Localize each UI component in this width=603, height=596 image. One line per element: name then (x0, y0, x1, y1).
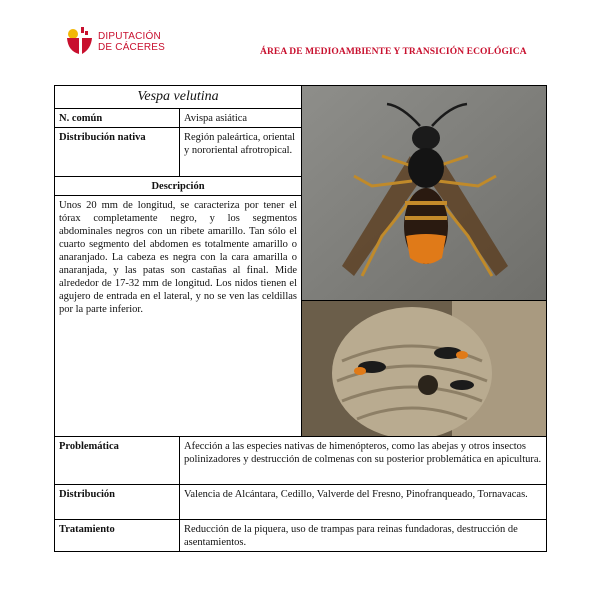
description-label: Descripción (54, 176, 302, 196)
problem-value: Afección a las especies nativas de himenópteros, como las abejas y otros insectos polinizadores y destrucción de colmenas con su posterior problemática en apicultura. (179, 436, 547, 485)
distribution-value: Valencia de Alcántara, Cedillo, Valverde del Fresno, Pinofranqueado, Tornavacas. (179, 484, 547, 520)
diputacion-emblem-icon (64, 24, 96, 56)
logo-line1: DIPUTACIÓN (98, 31, 161, 42)
problem-label: Problemática (54, 436, 180, 485)
common-name-value: Avispa asiática (179, 108, 302, 128)
common-name-label: N. común (54, 108, 180, 128)
species-sheet (54, 85, 547, 552)
treatment-value: Reducción de la piquera, uso de trampas para reinas fundadoras, destrucción de asentamientos. (179, 519, 547, 552)
species-name: Vespa velutina (54, 85, 302, 109)
diputacion-logo (64, 24, 184, 58)
description-text: Unos 20 mm de longitud, se caracteriza por tener el tórax completamente negro, y los segmentos abdominales negros con un ribete amarillo. Tan sólo el cuarto segmento del abdomen es totalmente amarillo o anaranjado. La cabeza es negra con la cara amarilla o anaranjada, y las patas son castañas al final. Mide alrededor de 17-32 mm de longitud. Los nidos tienen el agujero de entrada en el lateral, y no se ven las celdillas por la parte inferior. (54, 195, 302, 437)
native-distribution-label: Distribución nativa (54, 127, 180, 177)
area-title: ÁREA DE MEDIOAMBIENTE Y TRANSICIÓN ECOLÓGICA (260, 47, 527, 57)
treatment-label: Tratamiento (54, 519, 180, 552)
wasp-nest-image (302, 301, 547, 437)
native-distribution-value: Región paleártica, oriental y nororiental afrotropical. (179, 127, 302, 177)
wasp-photo (301, 85, 547, 301)
nest-photo (301, 300, 547, 437)
distribution-label: Distribución (54, 484, 180, 520)
logo-line2: DE CÁCERES (98, 42, 166, 53)
vespa-velutina-image (302, 86, 547, 301)
